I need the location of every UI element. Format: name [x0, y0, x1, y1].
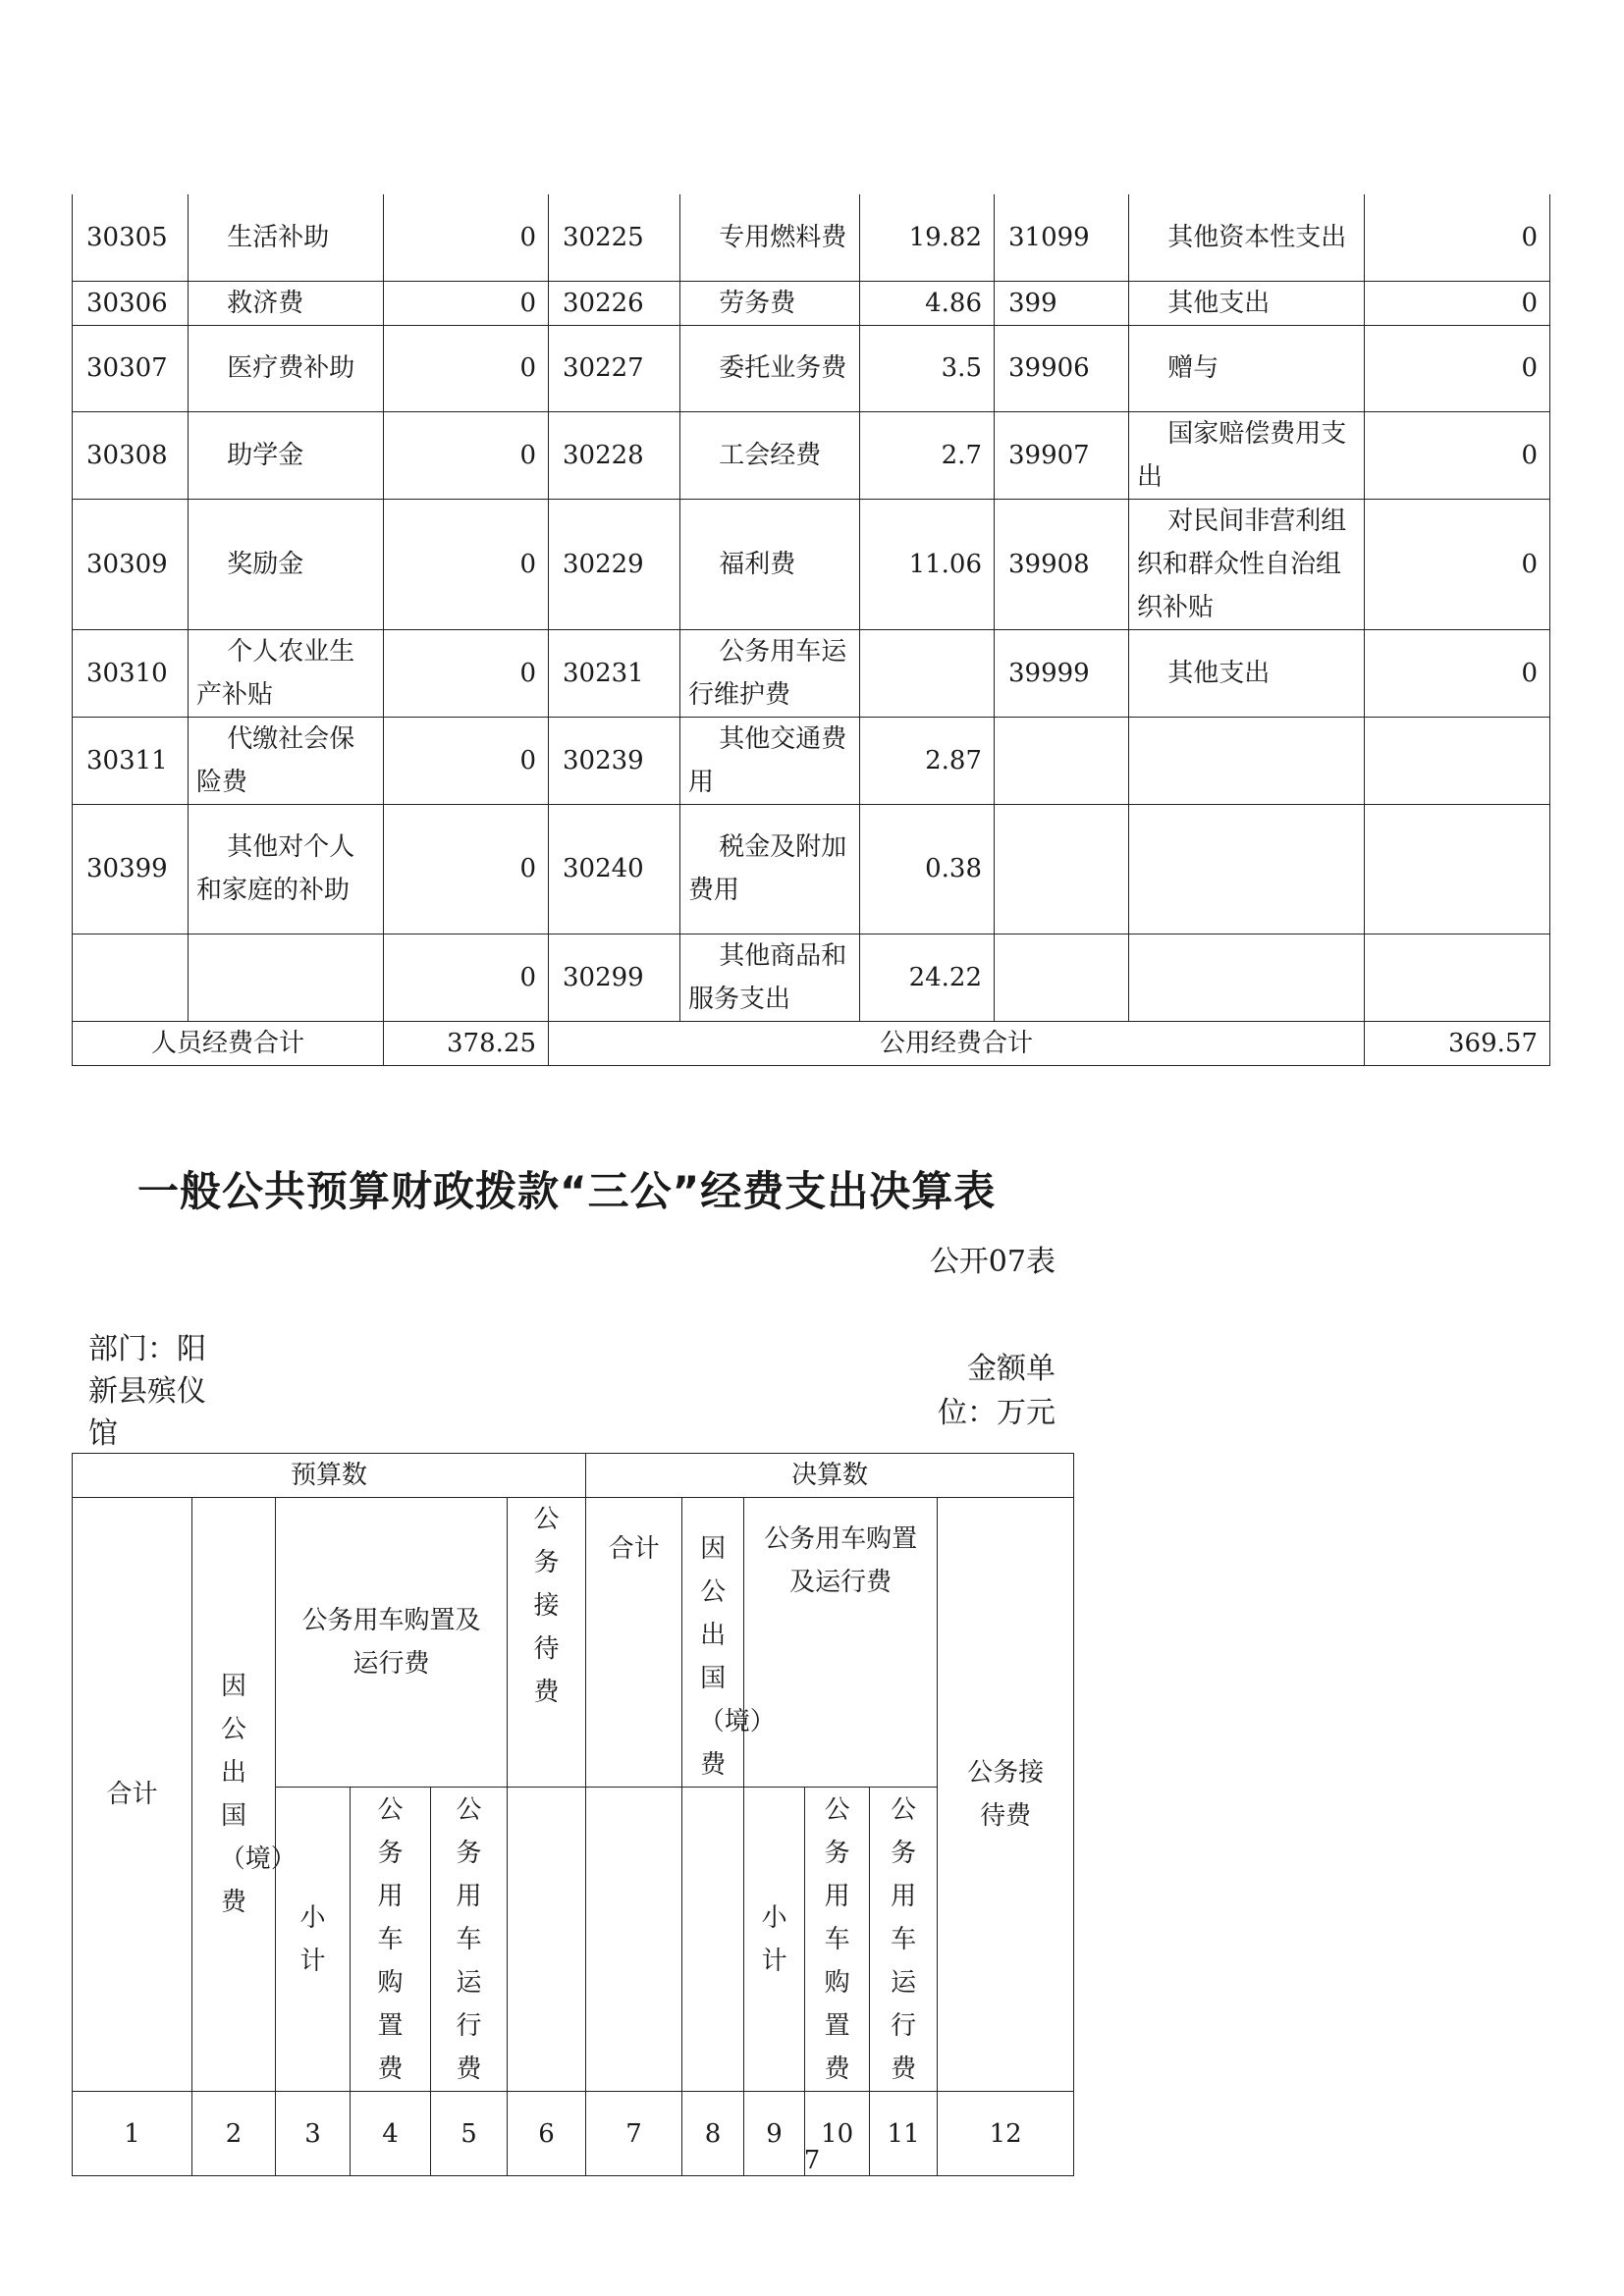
- capital-amount: [1365, 934, 1550, 1021]
- capital-amount: 0: [1365, 325, 1550, 411]
- final-subtotal-header: 小计: [761, 1902, 787, 1976]
- personnel-total-value: 378.25: [384, 1021, 549, 1065]
- budget-vehicle-purchase-header: 公务用车购置费: [377, 1794, 404, 2084]
- capital-amount: [1365, 804, 1550, 934]
- form-number: 公开07表: [929, 1245, 1056, 1279]
- personnel-code: 30399: [73, 804, 189, 934]
- capital-item: [1129, 804, 1365, 934]
- personnel-item: 生活补助: [189, 194, 384, 281]
- final-overseas-empty: [682, 1788, 744, 2092]
- budget-header: 预算数: [73, 1454, 586, 1498]
- column-number: 7: [586, 2092, 682, 2176]
- public-item: 其他商品和服务支出: [680, 934, 860, 1021]
- personnel-code: 30307: [73, 325, 189, 411]
- budget-overseas-header: 因公出国（境）费: [219, 1672, 297, 1917]
- personnel-amount: 0: [384, 717, 549, 804]
- column-number: 8: [682, 2092, 744, 2176]
- table-row: [73, 325, 1550, 411]
- capital-item: 对民间非营利组织和群众性自治组织补贴: [1129, 499, 1365, 629]
- capital-code: 39906: [995, 325, 1129, 411]
- capital-code: 39999: [995, 629, 1129, 717]
- table-row: [73, 411, 1550, 499]
- personnel-item: 助学金: [189, 411, 384, 499]
- personnel-item: 代缴社会保险费: [189, 717, 384, 804]
- capital-code: 39907: [995, 411, 1129, 499]
- column-number: 1: [73, 2092, 192, 2176]
- personnel-code: 30311: [73, 717, 189, 804]
- personnel-amount: 0: [384, 629, 549, 717]
- budget-reception-empty: [508, 1788, 586, 2092]
- budget-vehicle-operation-header: 公务用车运行费: [456, 1794, 482, 2084]
- capital-item: 赠与: [1129, 325, 1365, 411]
- personnel-amount: 0: [384, 499, 549, 629]
- capital-amount: 0: [1365, 629, 1550, 717]
- amount-unit: 金额单位：万元: [938, 1352, 1056, 1430]
- capital-code: [995, 804, 1129, 934]
- table-row: [73, 934, 1550, 1021]
- column-number: 6: [508, 2092, 586, 2176]
- table-row: [73, 804, 1550, 934]
- personnel-code: 30305: [73, 194, 189, 281]
- personnel-code: [73, 934, 189, 1021]
- personnel-amount: 0: [384, 934, 549, 1021]
- personnel-item: 医疗费补助: [189, 325, 384, 411]
- public-amount: 3.5: [860, 325, 995, 411]
- capital-item: 国家赔偿费用支出: [1129, 411, 1365, 499]
- personnel-amount: 0: [384, 804, 549, 934]
- public-code: 30231: [549, 629, 680, 717]
- public-code: 30239: [549, 717, 680, 804]
- table-row: [73, 629, 1550, 717]
- public-item: 福利费: [680, 499, 860, 629]
- table-row: [73, 499, 1550, 629]
- totals-row: [73, 1021, 1550, 1065]
- public-total-value: 369.57: [1365, 1021, 1550, 1065]
- page-number: 7: [803, 2146, 821, 2175]
- column-number: 3: [276, 2092, 351, 2176]
- public-amount: 4.86: [860, 281, 995, 325]
- capital-code: [995, 934, 1129, 1021]
- public-item: 劳务费: [680, 281, 860, 325]
- public-amount: 24.22: [860, 934, 995, 1021]
- public-code: 30226: [549, 281, 680, 325]
- public-amount: 2.87: [860, 717, 995, 804]
- budget-total-header: 合计: [73, 1498, 192, 2092]
- table-row: [73, 194, 1550, 281]
- column-number: 4: [351, 2092, 431, 2176]
- table-row: [73, 281, 1550, 325]
- capital-item: 其他资本性支出: [1129, 194, 1365, 281]
- final-reception-header: 公务接待费: [938, 1498, 1074, 2092]
- final-overseas-header: 因公出国（境）费: [698, 1534, 776, 1780]
- budget-vehicle-header: 公务用车购置及运行费: [276, 1498, 508, 1788]
- personnel-amount: 0: [384, 411, 549, 499]
- header-row-1: [73, 1454, 1074, 1498]
- capital-amount: 0: [1365, 499, 1550, 629]
- public-code: 30225: [549, 194, 680, 281]
- personnel-code: 30306: [73, 281, 189, 325]
- public-code: 30227: [549, 325, 680, 411]
- capital-amount: 0: [1365, 281, 1550, 325]
- public-item: 委托业务费: [680, 325, 860, 411]
- capital-item: 其他支出: [1129, 281, 1365, 325]
- personnel-item: 奖励金: [189, 499, 384, 629]
- column-number: 12: [938, 2092, 1074, 2176]
- personnel-item: 个人农业生产补贴: [189, 629, 384, 717]
- public-total-label: 公用经费合计: [549, 1021, 1365, 1065]
- personnel-item: [189, 934, 384, 1021]
- final-vehicle-header: 公务用车购置及运行费: [744, 1498, 938, 1788]
- column-number: 11: [870, 2092, 938, 2176]
- public-amount: 2.7: [860, 411, 995, 499]
- public-amount: 0.38: [860, 804, 995, 934]
- public-item: 工会经费: [680, 411, 860, 499]
- final-vehicle-purchase-header: 公务用车购置费: [824, 1794, 850, 2084]
- final-header: 决算数: [586, 1454, 1074, 1498]
- capital-code: 31099: [995, 194, 1129, 281]
- table-row: [73, 717, 1550, 804]
- department-label: 部门：阳新县殡仪馆: [88, 1332, 206, 1451]
- capital-code: 399: [995, 281, 1129, 325]
- header-row-2: [73, 1498, 1074, 1788]
- capital-amount: [1365, 717, 1550, 804]
- column-number: 10: [805, 2092, 870, 2176]
- budget-subtotal-header: 小计: [299, 1902, 326, 1976]
- section-title: 一般公共预算财政拨款“三公”经费支出决算表: [137, 1167, 997, 1215]
- personnel-total-label: 人员经费合计: [73, 1021, 384, 1065]
- column-number: 2: [192, 2092, 276, 2176]
- final-total-empty: [586, 1788, 682, 2092]
- capital-code: [995, 717, 1129, 804]
- public-amount: [860, 629, 995, 717]
- public-code: 30229: [549, 499, 680, 629]
- personnel-code: 30308: [73, 411, 189, 499]
- three-public-expenses-table: [72, 1453, 1074, 2176]
- column-number: 5: [431, 2092, 508, 2176]
- personnel-item: 救济费: [189, 281, 384, 325]
- column-number: 9: [744, 2092, 805, 2176]
- public-amount: 11.06: [860, 499, 995, 629]
- public-code: 30299: [549, 934, 680, 1021]
- personnel-amount: 0: [384, 325, 549, 411]
- budget-reception-header: 公务接待费: [533, 1505, 560, 1707]
- personnel-amount: 0: [384, 281, 549, 325]
- capital-code: 39908: [995, 499, 1129, 629]
- public-amount: 19.82: [860, 194, 995, 281]
- capital-item: [1129, 717, 1365, 804]
- personnel-amount: 0: [384, 194, 549, 281]
- public-item: 公务用车运行维护费: [680, 629, 860, 717]
- personnel-code: 30309: [73, 499, 189, 629]
- public-item: 税金及附加费用: [680, 804, 860, 934]
- personnel-code: 30310: [73, 629, 189, 717]
- capital-item: 其他支出: [1129, 629, 1365, 717]
- final-vehicle-operation-header: 公务用车运行费: [891, 1794, 917, 2084]
- capital-amount: 0: [1365, 411, 1550, 499]
- public-item: 其他交通费用: [680, 717, 860, 804]
- public-code: 30228: [549, 411, 680, 499]
- public-item: 专用燃料费: [680, 194, 860, 281]
- personnel-item: 其他对个人和家庭的补助: [189, 804, 384, 934]
- public-code: 30240: [549, 804, 680, 934]
- capital-item: [1129, 934, 1365, 1021]
- capital-amount: 0: [1365, 194, 1550, 281]
- expense-classification-table: [72, 194, 1550, 1066]
- final-total-header: 合计: [586, 1498, 682, 1788]
